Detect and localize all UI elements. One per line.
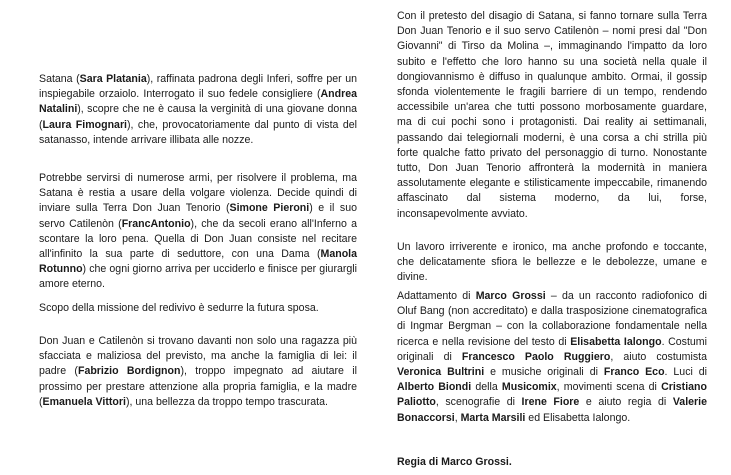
cast-name: Andrea Natalini bbox=[39, 88, 357, 116]
text-run: e aiuto regia di bbox=[579, 396, 673, 409]
credit-name: Marco Grossi bbox=[475, 290, 546, 302]
credit-name: Irene Fiore bbox=[521, 396, 580, 409]
director-credit bbox=[397, 455, 707, 470]
credit-name: Franco Eco bbox=[603, 366, 665, 379]
context-paragraph: Con il pretesto del disagio di Satana, si fanno tornare sulla Terra Don Juan Tenorio e il suo servo Catilenòn – nomi presi dal "Don Giovanni" di Tirso da Molina –, immaginando l'impatto da loro subito e l'effetto che loro hanno su una società nella quale il dongiovannismo è diffuso in qualunque ambito. Ormai, il gossip sfonda violentemente le fragili barriere di un tempo, rendendo accessibile un'area che tutti possono morbosamente guardare, ma di cui pochi sono i protagonisti. Dai reality ai settimanali, passando dai telegiornali moderni, è una corsa a chi strilla più forte qualche fatto privato del personaggio di turno. Nonostante tutto, Don Juan Tenorio affronterà la modernità in maniera assolutamente elegante e stilisticamente impeccabile, rimanendo affascinato dal sistema moderno, da lui, forse, inconsapevolmente avviato. bbox=[397, 10, 707, 220]
text-run: ) che ogni giorno arriva per ucciderlo e finisce per giurargli amore eterno. bbox=[39, 263, 357, 291]
credit-name: Marta Marsili bbox=[460, 411, 526, 424]
text-run: , scenografie di bbox=[435, 396, 522, 409]
director-credit-text: Regia di Marco Grossi. bbox=[397, 456, 512, 468]
credit-name: Valerie Bonaccorsi bbox=[397, 396, 707, 424]
credits-paragraph bbox=[397, 289, 707, 426]
cast-name: Simone Pieroni bbox=[229, 202, 310, 215]
text-run: ), troppo impegnato ad aiutare il prossimo per prestare attenzione alla propria famiglia, e la madre ( bbox=[39, 365, 357, 408]
credit-name: Cristiano Paliotto bbox=[397, 381, 707, 409]
synopsis-paragraph-2 bbox=[39, 171, 357, 293]
text-run: , aiuto costumista bbox=[610, 350, 707, 363]
cast-name: Manola Rotunno bbox=[39, 248, 357, 276]
text-run: ), che da secoli erano all'Inferno a scontare la loro pena. Quella di Don Juan consiste nel recitare all'infinito la sua parte di seduttore, con una Dama ( bbox=[39, 217, 357, 261]
credit-name: Musicomix bbox=[501, 381, 557, 394]
text-run: Adattamento di bbox=[397, 290, 476, 302]
cast-name: Fabrizio Bordignon bbox=[77, 365, 181, 378]
synopsis-paragraph-3: Scopo della missione del redivivo è sedurre la futura sposa. bbox=[39, 302, 319, 314]
cast-name: Laura Fimognari bbox=[42, 118, 128, 131]
text-run: ed Elisabetta Ialongo. bbox=[525, 411, 631, 424]
synopsis-paragraph-4 bbox=[39, 334, 357, 410]
text-run: della bbox=[471, 381, 502, 394]
credit-name: Alberto Biondi bbox=[397, 381, 472, 394]
text-run: ), scopre che ne è causa la verginità di una giovane donna ( bbox=[39, 103, 357, 131]
cast-name: FrancAntonio bbox=[121, 217, 191, 230]
text-run: , bbox=[454, 411, 461, 424]
cast-name: Emanuela Vittori bbox=[42, 395, 126, 408]
cast-name: Sara Platania bbox=[79, 73, 147, 85]
text-run: . Costumi originali di bbox=[397, 335, 707, 363]
credit-name: Elisabetta Ialongo bbox=[570, 335, 662, 348]
text-run: Satana ( bbox=[39, 73, 80, 85]
credit-name: Francesco Paolo Ruggiero bbox=[461, 350, 611, 363]
text-run: ), che, provocatoriamente dal punto di vista del satanasso, intende arrivare illibata alle nozze. bbox=[39, 118, 358, 146]
text-run: ) e il suo servo Catilenòn ( bbox=[39, 202, 357, 230]
text-run: . Luci di bbox=[664, 366, 708, 379]
text-run: – da un racconto radiofonico di Oluf Bang (non accreditato) e dalla trasposizione cinematografica di Ingmar Bergman – con la collaborazione fondamentale nella ricerca e nella revisione del testo di bbox=[397, 290, 707, 348]
text-run: Potrebbe servirsi di numerose armi, per risolvere il problema, ma Satana è restia a usare della volgare violenza. Decide quindi di inviare sulla Terra Don Juan Tenorio ( bbox=[39, 172, 357, 215]
text-run: , movimenti scena di bbox=[556, 381, 662, 394]
text-run: ), raffinata padrona degli Inferi, soffre per un inspiegabile orzaiolo. Interrogato il suo fedele consigliere ( bbox=[39, 73, 357, 101]
credit-name: Veronica Bultrini bbox=[397, 366, 485, 379]
text-run: ), una bellezza da troppo tempo trascurata. bbox=[125, 395, 328, 408]
text-run: Don Juan e Catilenòn si trovano davanti non solo una ragazza più sfacciata e maliziosa del previsto, ma anche la famiglia di lei: il padre ( bbox=[39, 335, 357, 378]
review-paragraph: Un lavoro irriverente e ironico, ma anche profondo e toccante, che delicatamente sfiora le bellezze e le debolezze, umane e divine. bbox=[397, 241, 707, 284]
synopsis-paragraph-1 bbox=[39, 72, 357, 148]
text-run: e musiche originali di bbox=[484, 366, 604, 379]
